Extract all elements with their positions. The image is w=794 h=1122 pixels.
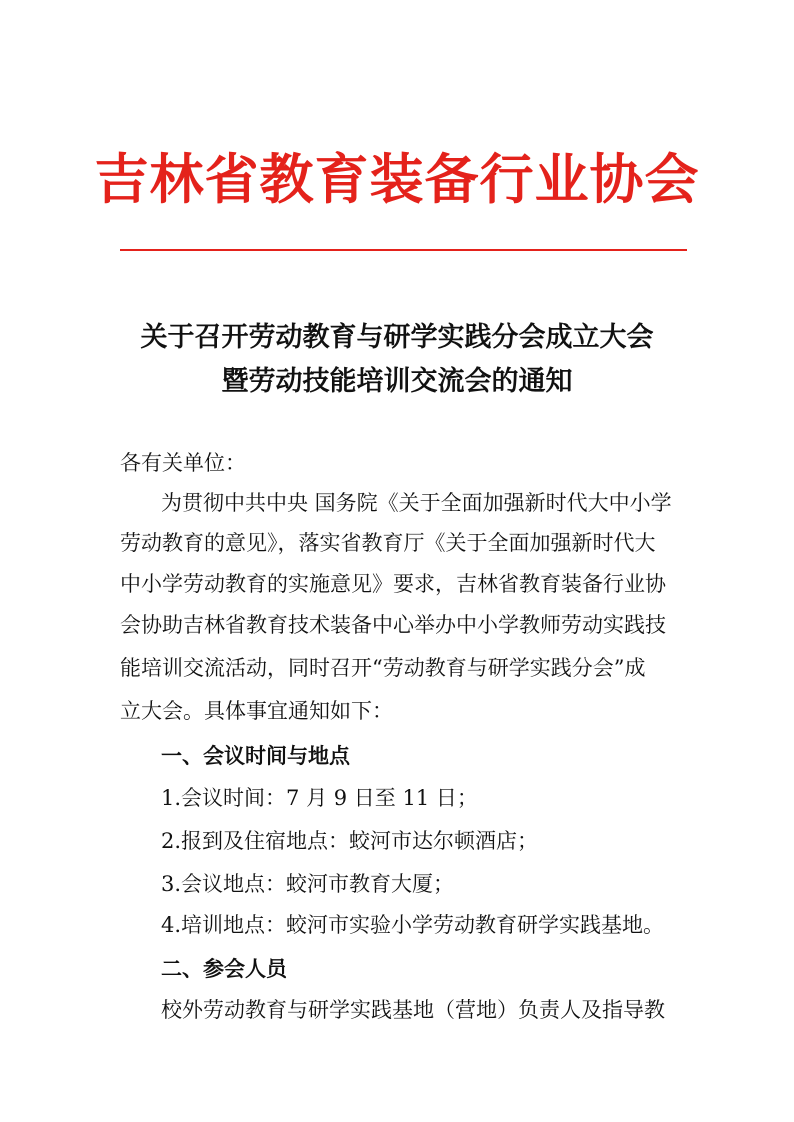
salutation: 各有关单位： — [120, 451, 246, 475]
section-1-item: 2.报到及住宿地点：蛟河市达尔顿酒店； — [161, 829, 539, 853]
section-1-item: 3.会议地点：蛟河市教育大厦； — [161, 872, 455, 896]
intro-line: 会协助吉林省教育技术装备中心举办中小学教师劳动实践技 — [120, 613, 666, 637]
intro-line: 为贯彻中共中央 国务院《关于全面加强新时代大中小学 — [161, 491, 672, 515]
section-2-line: 校外劳动教育与研学实践基地（营地）负责人及指导教 — [161, 998, 665, 1022]
intro-line: 立大会。具体事宜通知如下： — [120, 699, 393, 723]
section-1-item: 4.培训地点：蛟河市实验小学劳动教育研学实践基地。 — [161, 913, 665, 937]
letterhead-red-rule — [120, 249, 687, 251]
intro-line: 能培训交流活动，同时召开“劳动教育与研学实践分会”成 — [120, 656, 646, 680]
intro-line: 劳动教育的意见》，落实省教育厅《关于全面加强新时代大 — [120, 531, 656, 555]
notice-title-line-2: 暨劳动技能培训交流会的通知 — [221, 366, 573, 397]
letterhead-org-name: 吉林省教育装备行业协会 — [94, 148, 700, 211]
notice-title-line-1: 关于召开劳动教育与研学实践分会成立大会 — [140, 322, 654, 353]
section-1-heading: 一、会议时间与地点 — [161, 744, 350, 768]
section-1-item: 1.会议时间：7 月 9 日至 11 日； — [161, 786, 478, 810]
section-2-heading: 二、参会人员 — [161, 957, 287, 981]
intro-line: 中小学劳动教育的实施意见》要求，吉林省教育装备行业协 — [120, 572, 666, 596]
